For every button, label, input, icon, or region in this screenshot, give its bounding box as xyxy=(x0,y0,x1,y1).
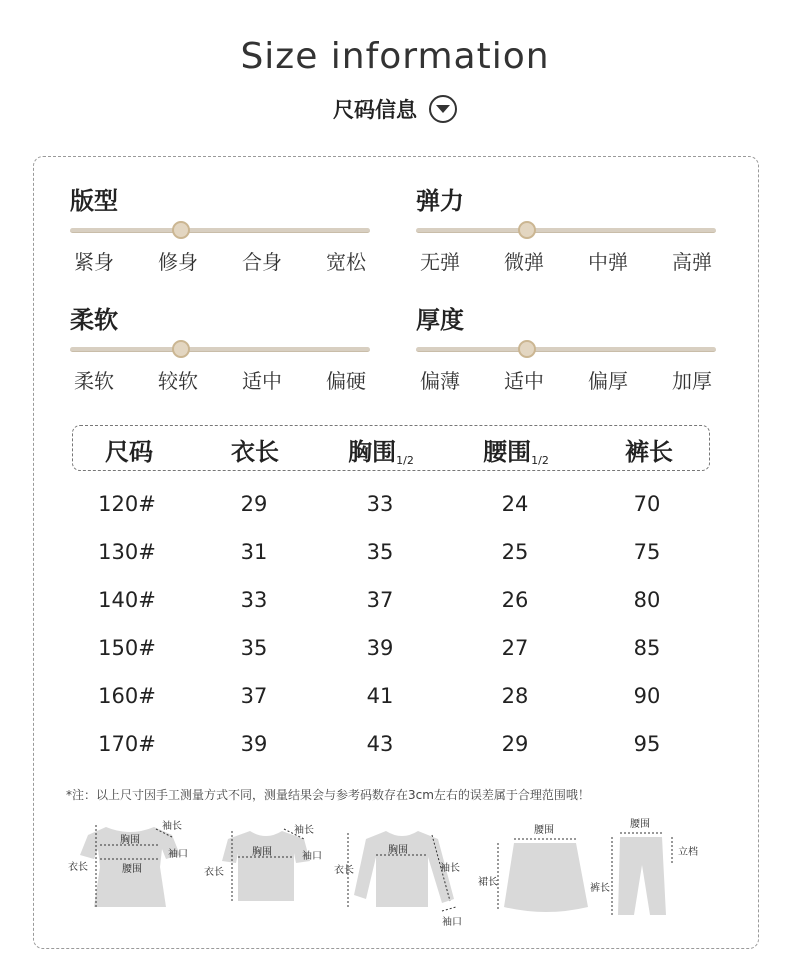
rating-label: 厚度 xyxy=(416,306,464,334)
header-length: 衣长 xyxy=(231,438,279,466)
table-cell: 31 xyxy=(240,540,268,564)
table-header xyxy=(72,425,710,471)
header-waist: 腰围$_{1/2}$ xyxy=(483,438,549,467)
rating-option: 偏薄 xyxy=(420,369,460,393)
rating-label: 版型 xyxy=(70,187,118,215)
table-cell: 170# xyxy=(98,732,156,756)
table-cell: 90 xyxy=(633,684,661,708)
table-cell: 43 xyxy=(366,732,394,756)
table-cell: 41 xyxy=(366,684,394,708)
rating-option: 微弹 xyxy=(504,250,544,274)
table-cell: 35 xyxy=(240,636,268,660)
half-mark: 1/2 xyxy=(531,454,549,467)
rating-knob xyxy=(172,221,190,239)
rating-track xyxy=(416,347,716,352)
diagram-label: 腰围 xyxy=(630,819,650,830)
subtitle: 尺码信息 xyxy=(333,98,417,122)
diagram-label: 袖长 xyxy=(294,825,314,836)
rating-softness xyxy=(70,305,370,394)
measurement-note: *注：以上尺寸因手工测量方式不同，测量结果会与参考码数存在3cm左右的误差属于合理范围哦！ xyxy=(66,788,590,802)
table-row xyxy=(0,628,790,676)
diagram-label: 衣长 xyxy=(334,865,354,876)
rating-knob xyxy=(518,340,536,358)
rating-option: 中弹 xyxy=(588,250,628,274)
diagram-label: 袖口 xyxy=(168,849,188,860)
rating-track xyxy=(70,347,370,352)
header-pants-length: 裤长 xyxy=(625,438,673,466)
diagram-label: 腰围 xyxy=(534,825,554,836)
diagram-label: 胸围 xyxy=(120,835,140,846)
half-mark: 1/2 xyxy=(396,454,414,467)
table-cell: 95 xyxy=(633,732,661,756)
rating-label: 柔软 xyxy=(70,306,118,334)
table-row xyxy=(0,580,790,628)
table-cell: 33 xyxy=(240,588,268,612)
table-cell: 37 xyxy=(366,588,394,612)
rating-track xyxy=(70,228,370,233)
rating-option: 宽松 xyxy=(326,250,366,274)
rating-option: 修身 xyxy=(158,250,198,274)
diagram-label: 裙长 xyxy=(478,877,498,888)
rating-option: 加厚 xyxy=(672,369,712,393)
table-cell: 35 xyxy=(366,540,394,564)
pants-diagram xyxy=(588,815,708,920)
table-cell: 70 xyxy=(633,492,661,516)
table-row xyxy=(0,676,790,724)
table-cell: 25 xyxy=(501,540,529,564)
diagram-label: 腰围 xyxy=(122,864,142,875)
rating-option: 偏硬 xyxy=(326,369,366,393)
skirt-diagram xyxy=(476,815,596,920)
diagram-label: 袖口 xyxy=(442,917,462,928)
diagram-label: 袖口 xyxy=(302,851,322,862)
diagram-label: 袖长 xyxy=(162,821,182,832)
rating-option: 紧身 xyxy=(74,250,114,274)
sweater-diagram xyxy=(332,815,472,930)
rating-elasticity xyxy=(416,186,716,275)
subtitle-row xyxy=(0,94,790,124)
table-cell: 85 xyxy=(633,636,661,660)
table-cell: 33 xyxy=(366,492,394,516)
chevron-down-icon xyxy=(429,95,457,123)
table-cell: 29 xyxy=(240,492,268,516)
table-row xyxy=(0,724,790,772)
table-cell: 28 xyxy=(501,684,529,708)
rating-label: 弹力 xyxy=(416,187,464,215)
rating-knob xyxy=(518,221,536,239)
diagram-label: 立档 xyxy=(678,847,698,858)
garment-diagrams xyxy=(0,815,790,935)
table-cell: 27 xyxy=(501,636,529,660)
header-size: 尺码 xyxy=(105,438,153,466)
dress-diagram xyxy=(66,815,196,920)
rating-option: 适中 xyxy=(504,369,544,393)
diagram-label: 衣长 xyxy=(68,862,88,873)
rating-option: 合身 xyxy=(242,250,282,274)
table-cell: 75 xyxy=(633,540,661,564)
table-cell: 29 xyxy=(501,732,529,756)
diagram-label: 裤长 xyxy=(590,883,610,894)
diagram-label: 袖长 xyxy=(440,863,460,874)
rating-option: 偏厚 xyxy=(588,369,628,393)
table-cell: 140# xyxy=(98,588,156,612)
table-cell: 24 xyxy=(501,492,529,516)
table-cell: 39 xyxy=(240,732,268,756)
rating-option: 较软 xyxy=(158,369,198,393)
table-row xyxy=(0,484,790,532)
rating-option: 适中 xyxy=(242,369,282,393)
diagram-label: 胸围 xyxy=(388,845,408,856)
rating-option: 柔软 xyxy=(74,369,114,393)
rating-thickness xyxy=(416,305,716,394)
tshirt-diagram xyxy=(202,815,332,920)
rating-option: 高弹 xyxy=(672,250,712,274)
rating-fit xyxy=(70,186,370,275)
table-cell: 26 xyxy=(501,588,529,612)
rating-option: 无弹 xyxy=(420,250,460,274)
table-cell: 160# xyxy=(98,684,156,708)
page-title: Size information xyxy=(240,36,550,77)
table-cell: 120# xyxy=(98,492,156,516)
table-cell: 80 xyxy=(633,588,661,612)
table-cell: 130# xyxy=(98,540,156,564)
table-cell: 39 xyxy=(366,636,394,660)
table-cell: 37 xyxy=(240,684,268,708)
table-row xyxy=(0,532,790,580)
rating-track xyxy=(416,228,716,233)
rating-knob xyxy=(172,340,190,358)
header-chest: 胸围$_{1/2}$ xyxy=(348,438,414,467)
diagram-label: 胸围 xyxy=(252,847,272,858)
diagram-label: 衣长 xyxy=(204,867,224,878)
table-cell: 150# xyxy=(98,636,156,660)
